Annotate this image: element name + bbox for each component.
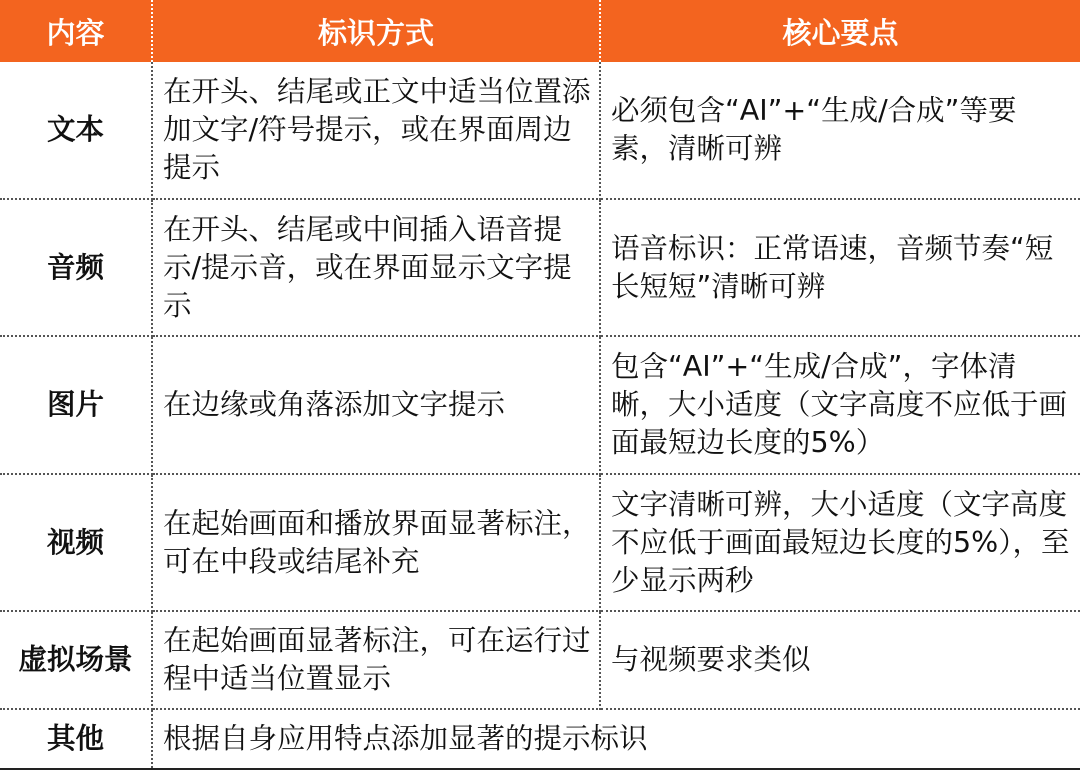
row-method: 在开头、结尾或正文中适当位置添加文字/符号提示，或在界面周边提示 [152,62,600,199]
row-type: 文本 [0,62,152,199]
row-points: 必须包含“AI”+“生成/合成”等要素，清晰可辨 [600,62,1080,199]
row-method: 根据自身应用特点添加显著的提示标识 [152,709,1080,769]
row-type: 音频 [0,199,152,336]
row-type: 图片 [0,336,152,474]
table-row [0,336,1080,474]
table-row [0,709,1080,769]
table-row [0,62,1080,199]
row-method: 在起始画面和播放界面显著标注，可在中段或结尾补充 [152,474,600,611]
row-points: 语音标识：正常语速，音频节奏“短长短短”清晰可辨 [600,199,1080,336]
header-key-points: 核心要点 [600,0,1080,62]
header-method: 标识方式 [152,0,600,62]
row-type: 其他 [0,709,152,769]
header-row [0,0,1080,62]
row-type: 视频 [0,474,152,611]
row-points: 包含“AI”+“生成/合成”，字体清晰，大小适度（文字高度不应低于画面最短边长度的5%） [600,336,1080,474]
table-row [0,611,1080,709]
table-header [0,0,1080,62]
row-method: 在边缘或角落添加文字提示 [152,336,600,474]
row-method: 在开头、结尾或中间插入语音提示/提示音，或在界面显示文字提示 [152,199,600,336]
table-body [0,62,1080,769]
row-points: 文字清晰可辨，大小适度（文字高度不应低于画面最短边长度的5%），至少显示两秒 [600,474,1080,611]
row-method: 在起始画面显著标注，可在运行过程中适当位置显示 [152,611,600,709]
table-row [0,474,1080,611]
row-points: 与视频要求类似 [600,611,1080,709]
row-type: 虚拟场景 [0,611,152,709]
table-row [0,199,1080,336]
header-content: 内容 [0,0,152,62]
